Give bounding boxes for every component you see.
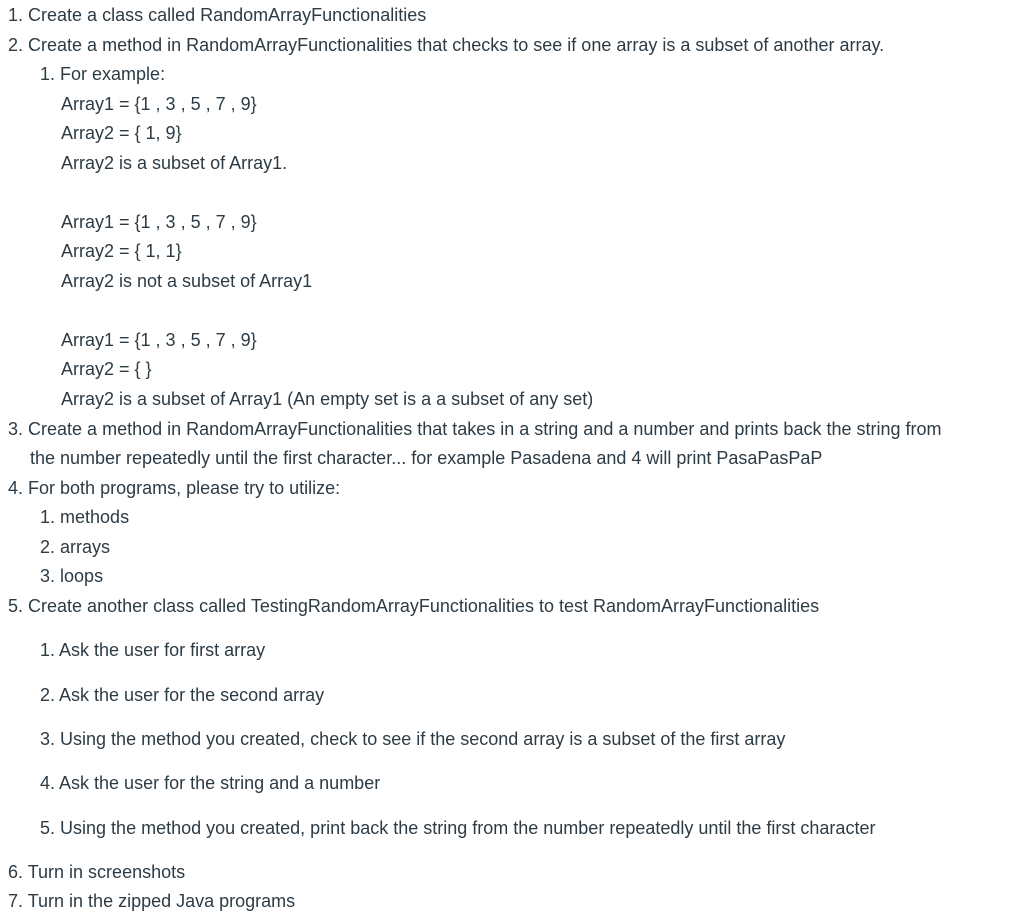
list-item: [8, 4, 426, 26]
list-item: [40, 728, 785, 750]
item-text: Array2 = { }: [61, 359, 152, 379]
item-text: Array2 = { 1, 1}: [61, 241, 182, 261]
example-line: [61, 152, 287, 174]
list-item-continuation: [30, 447, 822, 469]
item-number: 2.: [8, 35, 24, 55]
list-item: [40, 63, 165, 85]
item-text: Array1 = {1 , 3 , 5 , 7 , 9}: [61, 94, 257, 114]
example-line: [61, 211, 257, 233]
list-item: [40, 639, 265, 661]
item-number: 3.: [8, 419, 24, 439]
item-number: 1.: [40, 507, 56, 527]
item-number: 3.: [40, 566, 56, 586]
example-line: [61, 358, 152, 380]
item-number: 1.: [40, 640, 56, 660]
item-text: loops: [60, 566, 104, 586]
item-text: arrays: [60, 537, 111, 557]
item-text: Create a class called RandomArrayFunctionalities: [28, 5, 427, 25]
item-text: Array2 is a subset of Array1.: [61, 153, 288, 173]
item-number: 4.: [8, 478, 24, 498]
item-number: 7.: [8, 891, 24, 911]
item-text: Create a method in RandomArrayFunctionalities that takes in a string and a number and prints back the string from: [28, 419, 942, 439]
item-text: Array1 = {1 , 3 , 5 , 7 , 9}: [61, 330, 257, 350]
item-number: 3.: [40, 729, 56, 749]
item-number: 5.: [8, 596, 24, 616]
example-line: [61, 270, 312, 292]
item-text: Using the method you created, print back the string from the number repeatedly until the first character: [60, 818, 876, 838]
example-line: [61, 93, 257, 115]
list-item: [40, 772, 380, 794]
item-text: Array2 = { 1, 9}: [61, 123, 182, 143]
list-item: [40, 817, 875, 839]
item-text: Array2 is a subset of Array1 (An empty set is a a subset of any set): [61, 389, 594, 409]
item-text: Turn in screenshots: [27, 862, 186, 882]
list-item: [8, 34, 884, 56]
item-text: For both programs, please try to utilize:: [28, 478, 341, 498]
item-text: For example:: [60, 64, 166, 84]
example-line: [61, 388, 593, 410]
example-line: [61, 329, 257, 351]
item-text: Ask the user for the string and a number: [59, 773, 381, 793]
example-line: [61, 122, 182, 144]
list-item: [8, 418, 942, 440]
item-text: Create a method in RandomArrayFunctionalities that checks to see if one array is a subset of another array.: [28, 35, 885, 55]
item-text: the number repeatedly until the first character... for example Pasadena and 4 will print PasaPasPaP: [30, 448, 823, 468]
item-text: Using the method you created, check to see if the second array is a subset of the first array: [60, 729, 786, 749]
item-number: 1.: [8, 5, 24, 25]
list-item: [40, 506, 129, 528]
item-number: 4.: [40, 773, 56, 793]
item-text: Ask the user for the second array: [59, 685, 325, 705]
item-number: 1.: [40, 64, 56, 84]
list-item: [8, 861, 185, 883]
item-number: 5.: [40, 818, 56, 838]
item-number: 2.: [40, 685, 56, 705]
item-number: 6.: [8, 862, 24, 882]
item-number: 2.: [40, 537, 56, 557]
list-item: [40, 684, 324, 706]
list-item: [8, 890, 295, 912]
item-text: methods: [60, 507, 130, 527]
item-text: Array2 is not a subset of Array1: [61, 271, 313, 291]
list-item: [8, 595, 819, 617]
example-line: [61, 240, 182, 262]
list-item: [40, 565, 103, 587]
list-item: [8, 477, 340, 499]
item-text: Array1 = {1 , 3 , 5 , 7 , 9}: [61, 212, 257, 232]
list-item: [40, 536, 110, 558]
item-text: Create another class called TestingRandomArrayFunctionalities to test RandomArrayFunctionalities: [28, 596, 820, 616]
item-text: Turn in the zipped Java programs: [27, 891, 296, 911]
item-text: Ask the user for first array: [59, 640, 266, 660]
